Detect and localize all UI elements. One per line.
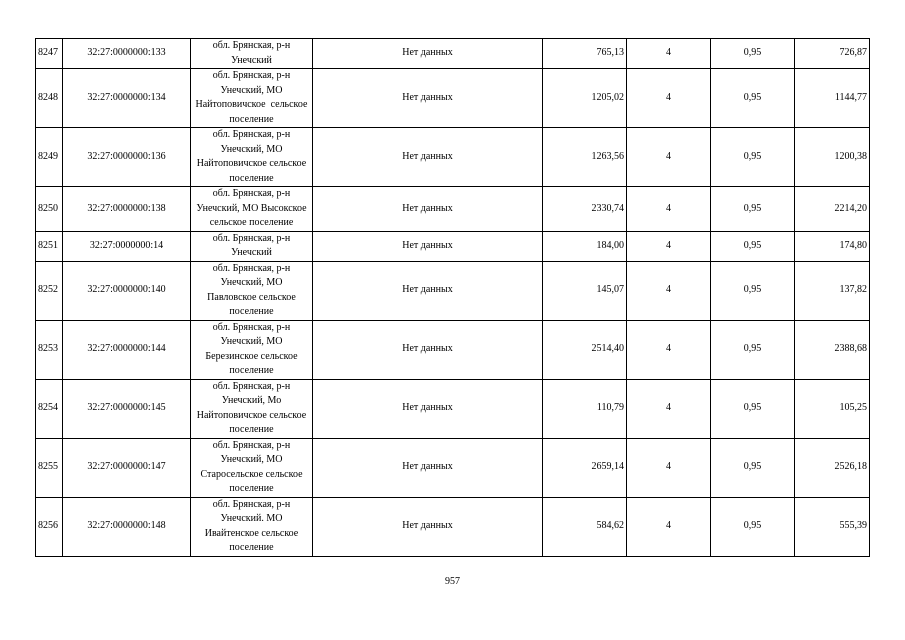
coefficient-cell: 0,95 [711,497,795,556]
address-line: Ивайтенское сельское [204,527,299,539]
cadastral-number-cell: 32:27:0000000:145 [63,379,191,438]
address-line: Унечский [231,247,272,258]
value-cell: 2388,68 [795,320,870,379]
cadastral-number-cell: 32:27:0000000:140 [63,261,191,320]
group-cell: 4 [627,187,711,232]
area-cell: 2514,40 [543,320,627,379]
coefficient-cell: 0,95 [711,69,795,128]
cadastral-table [35,38,870,557]
address-line: Унечский, МО [220,143,283,155]
address-line: обл. Брянская, р-н [212,129,291,140]
row-number-cell: 8252 [36,261,63,320]
table-row [36,320,870,379]
coefficient-cell: 0,95 [711,320,795,379]
table-row [36,187,870,232]
coefficient-cell: 0,95 [711,261,795,320]
area-cell: 1205,02 [543,69,627,128]
row-number-cell: 8249 [36,128,63,187]
coefficient-cell: 0,95 [711,39,795,69]
cadastral-number-cell: 32:27:0000000:14 [63,231,191,261]
no-data-cell: Нет данных [313,261,543,320]
address-line: Унечский, МО Высокское [196,202,307,214]
cadastral-number-cell: 32:27:0000000:136 [63,128,191,187]
coefficient-cell: 0,95 [711,128,795,187]
address-line: обл. Брянская, р-н [212,262,291,274]
address-line: поселение [229,306,274,317]
no-data-cell: Нет данных [313,69,543,128]
address-cell [191,497,313,556]
address-cell [191,438,313,497]
address-line: поселение [229,365,274,376]
group-cell: 4 [627,69,711,128]
address-line: Унечский, МО [220,277,283,288]
value-cell: 555,39 [795,497,870,556]
coefficient-cell: 0,95 [711,438,795,497]
address-cell [191,379,313,438]
address-line: обл. Брянская, р-н [212,70,291,81]
address-cell [191,261,313,320]
row-number-cell: 8253 [36,320,63,379]
address-line: Унечский, МО [220,336,283,347]
address-line: Унечский, МО [220,84,283,96]
no-data-cell: Нет данных [313,497,543,556]
no-data-cell: Нет данных [313,39,543,69]
value-cell: 2214,20 [795,187,870,232]
row-number-cell: 8248 [36,69,63,128]
table-row [36,438,870,497]
row-number-cell: 8254 [36,379,63,438]
group-cell: 4 [627,39,711,69]
table-row [36,128,870,187]
address-line: обл. Брянская, р-н [212,498,291,510]
coefficient-cell: 0,95 [711,379,795,438]
no-data-cell: Нет данных [313,128,543,187]
address-line: обл. Брянская, р-н [212,439,291,451]
address-cell [191,187,313,232]
value-cell: 1200,38 [795,128,870,187]
address-cell [191,69,313,128]
address-line: Унечский. МО [220,513,283,524]
area-cell: 1263,56 [543,128,627,187]
row-number-cell: 8251 [36,231,63,261]
address-line: Найтоповичское сельское [196,409,307,421]
area-cell: 184,00 [543,231,627,261]
coefficient-cell: 0,95 [711,187,795,232]
area-cell: 2659,14 [543,438,627,497]
group-cell: 4 [627,320,711,379]
address-line: поселение [229,172,274,184]
address-line: Старосельское сельское [200,468,303,480]
area-cell: 145,07 [543,261,627,320]
group-cell: 4 [627,128,711,187]
table-row [36,39,870,69]
page-number: 957 [445,576,460,587]
address-line: обл. Брянская, р-н [212,380,291,392]
address-line: сельское поселение [209,217,294,228]
value-cell: 726,87 [795,39,870,69]
value-cell: 105,25 [795,379,870,438]
group-cell: 4 [627,379,711,438]
row-number-cell: 8250 [36,187,63,232]
row-number-cell: 8256 [36,497,63,556]
group-cell: 4 [627,261,711,320]
value-cell: 174,80 [795,231,870,261]
table-row [36,497,870,556]
address-cell [191,231,313,261]
address-line: обл. Брянская, р-н [212,40,291,51]
coefficient-cell: 0,95 [711,231,795,261]
no-data-cell: Нет данных [313,231,543,261]
address-line: обл. Брянская, р-н [212,188,291,199]
area-cell: 765,13 [543,39,627,69]
cadastral-number-cell: 32:27:0000000:134 [63,69,191,128]
cadastral-number-cell: 32:27:0000000:148 [63,497,191,556]
address-line: обл. Брянская, р-н [212,321,291,333]
address-cell [191,128,313,187]
no-data-cell: Нет данных [313,320,543,379]
value-cell: 1144,77 [795,69,870,128]
address-line: Березинское сельское [205,350,298,362]
cadastral-number-cell: 32:27:0000000:147 [63,438,191,497]
table-row [36,231,870,261]
address-line: поселение [229,113,274,125]
address-line: поселение [229,542,274,553]
table-row [36,69,870,128]
group-cell: 4 [627,497,711,556]
address-cell [191,320,313,379]
area-cell: 2330,74 [543,187,627,232]
cadastral-number-cell: 32:27:0000000:144 [63,320,191,379]
address-line: обл. Брянская, р-н [212,232,291,244]
row-number-cell: 8247 [36,39,63,69]
address-line: Унечский, МО [220,454,283,465]
area-cell: 584,62 [543,497,627,556]
table-row [36,379,870,438]
address-cell [191,39,313,69]
value-cell: 137,82 [795,261,870,320]
cadastral-number-cell: 32:27:0000000:138 [63,187,191,232]
no-data-cell: Нет данных [313,379,543,438]
address-line: Найтоповичское сельское [196,158,307,169]
address-line: Унечский [231,54,272,66]
address-line: поселение [229,424,274,435]
address-line: Найтоповичское сельское [195,99,308,110]
address-line: поселение [229,483,274,494]
cadastral-number-cell: 32:27:0000000:133 [63,39,191,69]
table-row [36,261,870,320]
group-cell: 4 [627,231,711,261]
row-number-cell: 8255 [36,438,63,497]
table-body [36,39,870,557]
address-line: Унечский, Мо [221,395,282,406]
no-data-cell: Нет данных [313,187,543,232]
address-line: Павловское сельское [207,291,296,303]
group-cell: 4 [627,438,711,497]
no-data-cell: Нет данных [313,438,543,497]
area-cell: 110,79 [543,379,627,438]
value-cell: 2526,18 [795,438,870,497]
